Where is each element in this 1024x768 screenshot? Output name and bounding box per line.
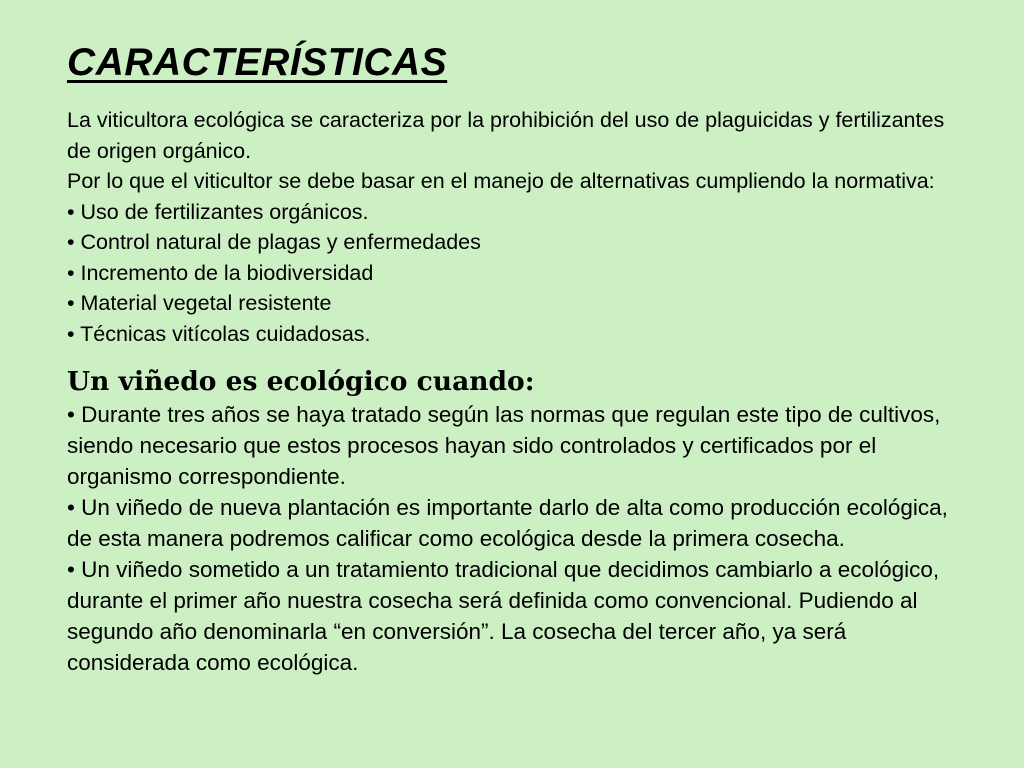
ecological-conditions-section (67, 399, 972, 678)
characteristics-section (67, 105, 972, 349)
slide-title: CARACTERÍSTICAS (67, 41, 448, 84)
bullet-item: • Control natural de plagas y enfermedades (67, 230, 481, 254)
bullet-item: • Material vegetal resistente (67, 291, 332, 315)
bullet-item: • Uso de fertilizantes orgánicos. (67, 199, 369, 224)
intro-paragraph-2: Por lo que el viticultor se debe basar en el manejo de alternativas cumpliendo la normativa: (67, 169, 935, 193)
section-heading: Un viñedo es ecológico cuando: (67, 366, 535, 397)
bullet-item: • Técnicas vitícolas cuidadosas. (67, 321, 371, 346)
slide-content (67, 38, 972, 678)
condition-item: • Durante tres años se haya tratado según las normas que regulan este tipo de cultivos, siendo necesario que estos procesos hayan sido controlados y certificados por el organismo correspondiente. (67, 402, 941, 489)
condition-item: • Un viñedo de nueva plantación es importante darlo de alta como producción ecológica, de esta manera podremos calificar como ecológica desde la primera cosecha. (67, 495, 948, 551)
condition-item: • Un viñedo sometido a un tratamiento tradicional que decidimos cambiarlo a ecológico, durante el primer año nuestra cosecha será definida como convencional. Pudiendo al segundo año denominarla “en conversión”. La cosecha del tercer año, ya será considerada como ecológica. (67, 557, 940, 675)
intro-paragraph-1: La viticultora ecológica se caracteriza por la prohibición del uso de plaguicidas y fertilizantes de origen orgánico. (67, 108, 945, 163)
bullet-item: • Incremento de la biodiversidad (67, 260, 374, 285)
